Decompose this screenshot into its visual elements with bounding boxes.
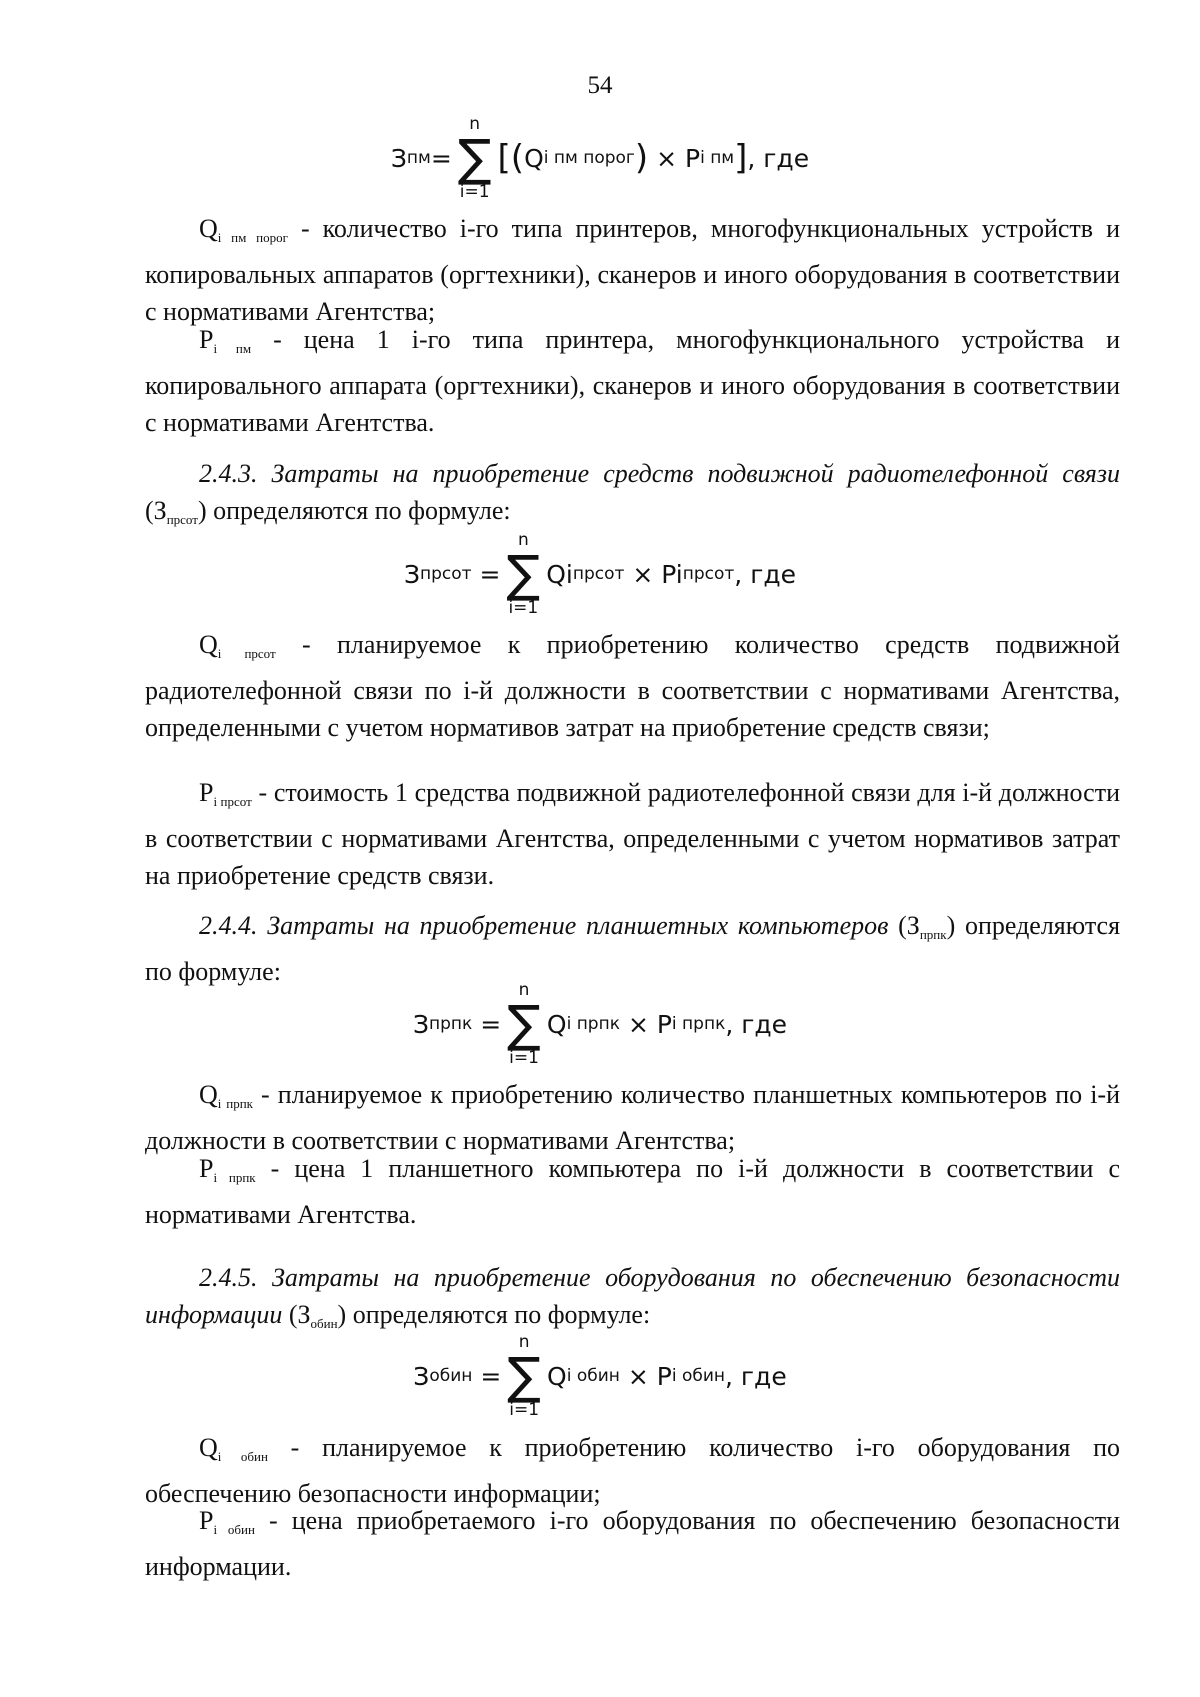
formula-lhs: З [412, 1009, 429, 1039]
def-symbol: Q [199, 630, 218, 659]
formula-eq: = [480, 1009, 502, 1039]
formula-lhs-sub: прсот [420, 564, 472, 584]
formula-tail: , где [734, 559, 796, 589]
sum-upper-limit: n [518, 979, 530, 1000]
def-symbol-sub: i обин [213, 1522, 255, 1537]
formula-q-sub: i прпк [566, 1014, 620, 1034]
sum-upper-limit: n [518, 1331, 530, 1352]
formula-p-sub: i пм [700, 148, 735, 168]
formula-q: Qi [546, 559, 573, 589]
sum-operator [457, 113, 492, 202]
section-heading-italic: 2.4.4. Затраты на приобретение планшетных компьютеров [199, 911, 889, 940]
sum-operator [507, 979, 541, 1068]
section-symbol-sub: прпк [919, 927, 947, 942]
formula-lhs: З [404, 559, 421, 589]
formula-p-sub: прсот [682, 564, 735, 584]
formula-p: P [656, 1009, 672, 1039]
def-symbol-sub: i прсот [213, 794, 252, 809]
formula-q: Q [524, 143, 544, 173]
formula-times: × [627, 1009, 649, 1039]
formula-tail: , где [725, 1361, 787, 1391]
definition-q-security [145, 1429, 1120, 1512]
formula-mobile [0, 528, 1200, 620]
def-text: - планируемое к приобретению количество i-го оборудования по обеспечению безопасности информации; [145, 1433, 1121, 1508]
section-symbol: (З [288, 1300, 311, 1329]
def-text: - количество i-го типа принтеров, многофункциональных устройств и копировальных аппаратов (оргтехники), сканеров и иного оборудования в соответствии с нормативами Агентства; [145, 214, 1120, 326]
formula-lhs-sub: прпк [428, 1014, 473, 1034]
def-symbol: P [199, 325, 214, 354]
formula-q-sub: прсот [572, 564, 625, 584]
formula-lhs-sub: обин [429, 1366, 473, 1386]
page-number: 54 [587, 72, 613, 99]
section-symbol-close: ) [946, 911, 956, 940]
section-symbol-sub: прсот [166, 512, 198, 527]
formula-printers [0, 112, 1200, 204]
formula-eq: = [430, 143, 452, 173]
formula-p: P [684, 143, 701, 173]
sum-lower-limit: i=1 [508, 597, 539, 618]
definition-p-mobile [145, 774, 1120, 894]
sum-lower-limit: i=1 [459, 181, 490, 202]
formula-tail: , где [747, 143, 810, 173]
section-symbol: (З [145, 496, 167, 525]
formula-p: Pi [661, 559, 683, 589]
formula-lhs-sub: пм [406, 148, 431, 168]
formula-close-paren: ) [634, 138, 649, 178]
def-symbol-sub: i пм порог [217, 230, 288, 245]
formula-lhs: З [413, 1361, 430, 1391]
formula-times: × [627, 1361, 649, 1391]
sum-lower-limit: i=1 [509, 1047, 539, 1068]
formula-eq: = [480, 1361, 502, 1391]
section-heading-italic: 2.4.5. Затраты на приобретение оборудования по обеспечению безопасности информации [145, 1263, 1120, 1329]
formula-p-sub: i обин [671, 1366, 725, 1386]
sigma-icon: ∑ [457, 128, 492, 187]
section-symbol-close: ) [337, 1300, 347, 1329]
formula-q: Q [547, 1361, 567, 1391]
sum-upper-limit: n [517, 529, 529, 550]
formula-lhs: З [390, 143, 407, 173]
section-2-4-3 [145, 455, 1120, 538]
formula-q-sub: i обин [566, 1366, 620, 1386]
sigma-icon: ∑ [507, 994, 541, 1053]
sum-operator [507, 1331, 541, 1420]
definition-p-printers [145, 321, 1120, 441]
def-symbol-sub: i прсот [217, 646, 276, 661]
def-symbol: P [199, 778, 214, 807]
definition-p-tablets [145, 1150, 1120, 1233]
def-text: - цена 1 планшетного компьютера по i-й должности в соответствии с нормативами Агентства. [145, 1154, 1121, 1229]
formula-security [0, 1330, 1200, 1422]
definition-p-security [145, 1502, 1120, 1585]
def-symbol-sub: i прпк [213, 1170, 256, 1185]
def-symbol: P [199, 1154, 214, 1183]
formula-tablets [0, 978, 1200, 1070]
def-text: - стоимость 1 средства подвижной радиотелефонной связи для i-й должности в соответствии с нормативами Агентства, определенными с учетом нормативов затрат на приобретение средств связи. [145, 778, 1120, 890]
sigma-icon: ∑ [507, 1346, 541, 1405]
def-symbol-sub: i обин [217, 1449, 268, 1464]
section-symbol-close: ) [197, 496, 207, 525]
formula-p: P [656, 1361, 672, 1391]
def-text: - цена 1 i-го типа принтера, многофункционального устройства и копировального аппарата (оргтехники), сканеров и иного оборудования в соответствии с нормативами Агентства. [145, 325, 1120, 437]
definition-q-printers [145, 210, 1120, 330]
section-text: определяются по формуле: [145, 911, 1121, 986]
def-symbol: Q [199, 1080, 218, 1109]
definition-q-mobile [145, 626, 1120, 746]
section-text: определяются по формуле: [346, 1300, 651, 1329]
formula-q: Q [546, 1009, 567, 1039]
formula-tail: , где [725, 1009, 788, 1039]
def-text: - планируемое к приобретению количество планшетных компьютеров по i-й должности в соответствии с нормативами Агентства; [145, 1080, 1121, 1155]
sum-lower-limit: i=1 [509, 1399, 540, 1420]
formula-close-bracket: ] [734, 138, 748, 178]
sigma-icon: ∑ [506, 544, 541, 603]
section-text: определяются по формуле: [206, 496, 511, 525]
definition-q-tablets [145, 1076, 1120, 1159]
formula-open-bracket: [( [497, 138, 525, 178]
def-symbol: P [199, 1506, 214, 1535]
def-text: - планируемое к приобретению количество средств подвижной радиотелефонной связи по i-й должности в соответствии с нормативами Агентства, определенными с учетом нормативов затрат на приобретение средств связи; [145, 630, 1120, 742]
sum-upper-limit: n [469, 113, 481, 134]
def-symbol: Q [199, 1433, 218, 1462]
section-symbol: (З [898, 911, 920, 940]
def-symbol-sub: i прпк [217, 1096, 253, 1111]
formula-eq: = [479, 559, 501, 589]
formula-times: × [632, 559, 654, 589]
section-symbol-sub: обин [310, 1316, 338, 1331]
section-heading-italic: 2.4.3. Затраты на приобретение средств подвижной радиотелефонной связи [199, 459, 1120, 488]
def-text: - цена приобретаемого i-го оборудования по обеспечению безопасности информации. [145, 1506, 1120, 1581]
formula-p-sub: i прпк [671, 1014, 726, 1034]
sum-operator [506, 529, 541, 618]
def-symbol: Q [199, 214, 218, 243]
def-symbol-sub: i пм [213, 341, 252, 356]
formula-times: × [656, 143, 678, 173]
formula-q-sub: i пм порог [543, 148, 635, 168]
